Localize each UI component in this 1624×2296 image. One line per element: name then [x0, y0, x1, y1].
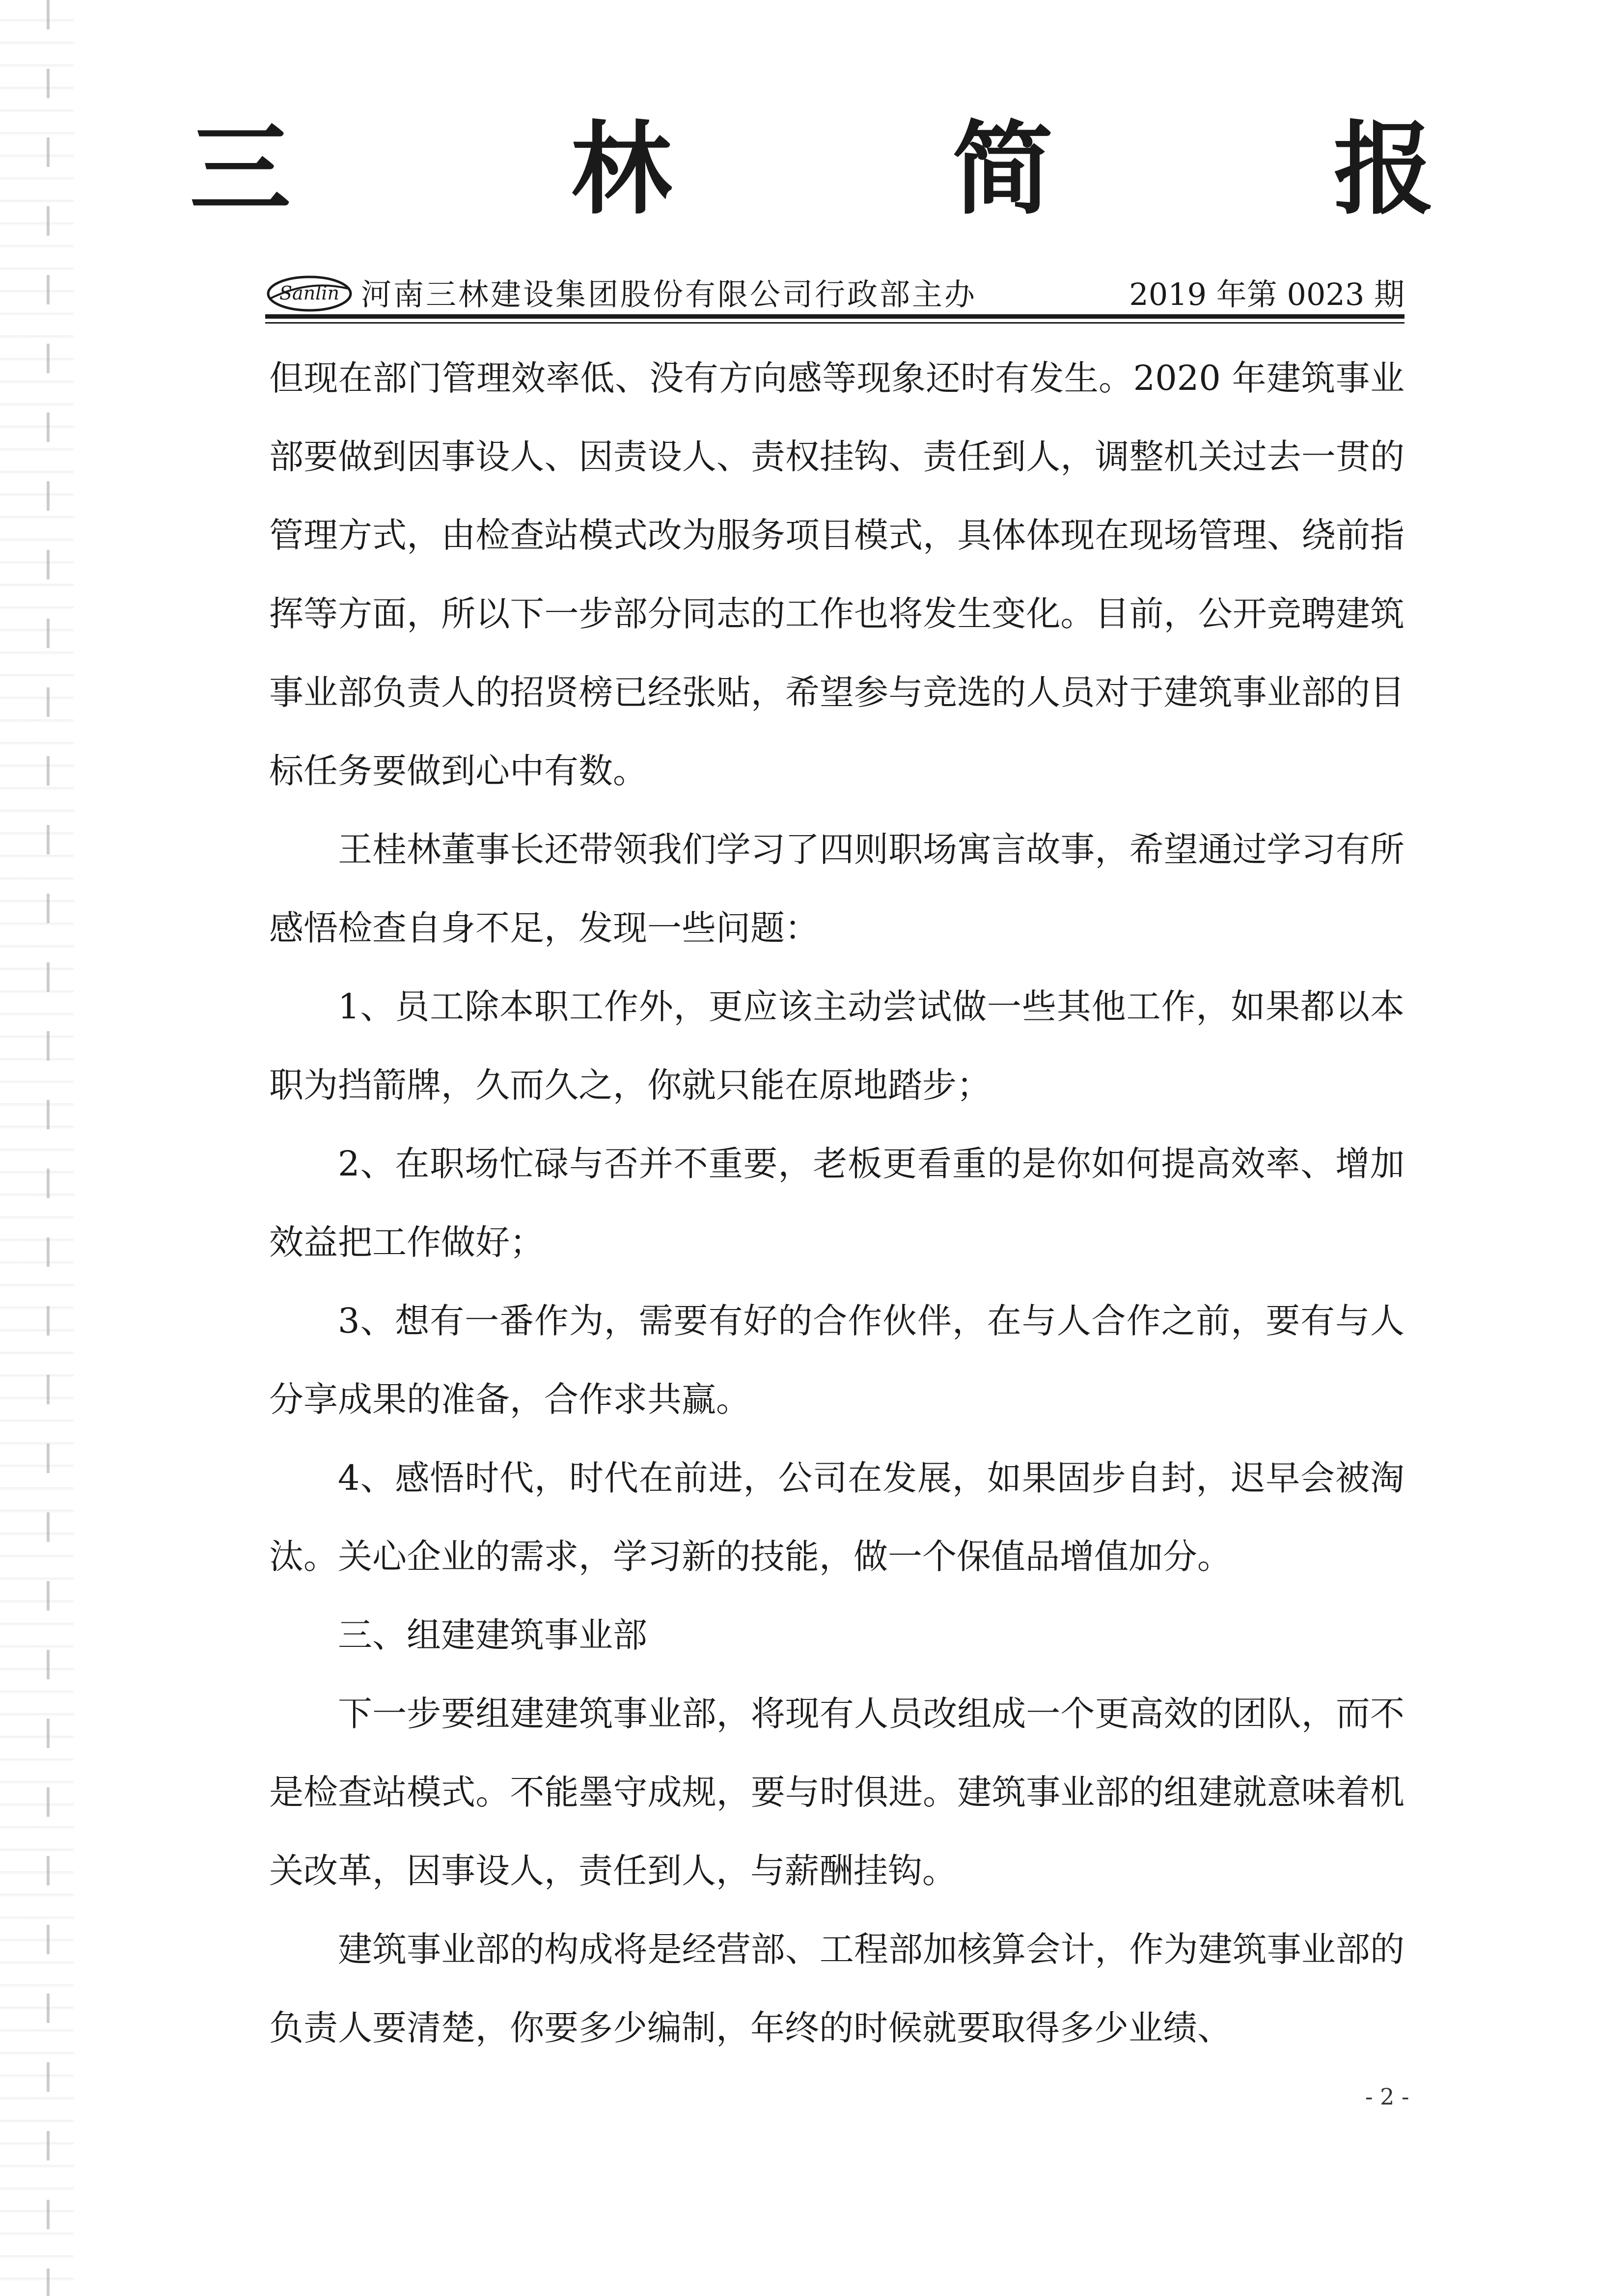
paragraph-intro-fables: 王桂林董事长还带领我们学习了四则职场寓言故事，希望通过学习有所感悟检查自身不足，发现一些问题：	[269, 829, 1404, 948]
paragraph-item-4: 4、感悟时代，时代在前进，公司在发展，如果固步自封，迟早会被淘汰。关心企业的需求，学习新的技能，做一个保值品增值加分。	[269, 1458, 1404, 1577]
page-number: - 2 -	[1365, 2083, 1409, 2110]
paragraph-item-2: 2、在职场忙碌与否并不重要，老板更看重的是你如何提高效率、增加效益把工作做好；	[269, 1144, 1404, 1262]
paragraph-item-1: 1、员工除本职工作外，更应该主动尝试做一些其他工作，如果都以本职为挡箭牌，久而久之，你就只能在原地踏步；	[269, 986, 1404, 1105]
issue-number: 2019 年第 0023 期	[1129, 276, 1404, 312]
paragraph-continuation: 但现在部门管理效率低、没有方向感等现象还时有发生。2020 年建筑事业部要做到因事设人、因责设人、责权挂钩、责任到人，调整机关过去一贯的管理方式，由检查站模式改为服务项目模式，具体体现在现场管理、绕前指挥等方面，所以下一步部分同志的工作也将发生变化。目前，公开竞聘建筑事业部负责人的招贤榜已经张贴，希望参与竞选的人员对于建筑事业部的目标任务要做到心中有数。	[269, 358, 1404, 791]
company-logo-icon	[265, 269, 354, 318]
masthead-rule-thick	[265, 314, 1404, 319]
paragraph-composition: 建筑事业部的构成将是经营部、工程部加核算会计，作为建筑事业部的负责人要清楚，你要多少编制，年终的时候就要取得多少业绩、	[269, 1929, 1404, 2048]
masthead-rule-thin	[265, 322, 1404, 324]
paragraph-item-3: 3、想有一番作为，需要有好的合作伙伴，在与人合作之前，要有与人分享成果的准备，合作求共赢。	[269, 1301, 1404, 1420]
scan-edge-noise	[0, 0, 74, 2296]
scan-edge-line	[47, 0, 50, 2296]
section-heading: 三、组建建筑事业部	[338, 1615, 647, 1655]
page-title: 三 林 简 报	[190, 110, 1557, 228]
svg-text:Sanlin: Sanlin	[279, 282, 339, 304]
paragraph-restructure: 下一步要组建建筑事业部，将现有人员改组成一个更高效的团队，而不是检查站模式。不能墨守成规，要与时俱进。建筑事业部的组建就意味着机关改革，因事设人，责任到人，与薪酬挂钩。	[269, 1694, 1404, 1891]
organizer-name: 河南三林建设集团股份有限公司行政部主办	[361, 276, 977, 312]
article-body	[269, 339, 1404, 2067]
